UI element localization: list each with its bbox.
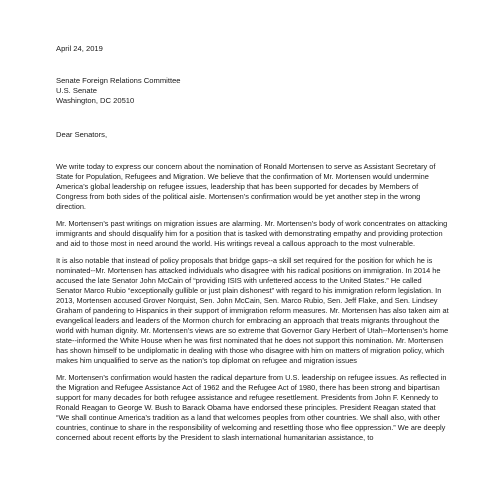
letter-date: April 24, 2019 [56, 44, 103, 53]
salutation: Dear Senators, [56, 130, 108, 139]
body-paragraph: Mr. Mortensen’s past writings on migration issues are alarming. Mr. Mortensen’s body of work concentrates on attacking immigrants and should disqualify him for a position that is tasked with demonstrating empathy and providing protection and aid to those most in need around the world. His writings reveal a callous approach to the most vulnerable. [56, 219, 448, 248]
recipient-address [56, 76, 449, 106]
body-paragraph: We write today to express our concern about the nomination of Ronald Mortensen to serve as Assistant Secretary of State for Population, Refugees and Migration. We believe that the confirmation of Mr. Mortensen would undermine America’s global leadership on refugee issues, leadership that has been supported for decades by Members of Congress from both sides of the political aisle. Mortensen’s confirmation would be yet another step in the wrong direction. [56, 162, 436, 211]
recipient-line: Senate Foreign Relations Committee [56, 76, 181, 85]
recipient-line: U.S. Senate [56, 86, 97, 95]
body-paragraph: Mr. Mortensen’s confirmation would hasten the radical departure from U.S. leadership on refugee issues. As reflected in the Migration and Refugee Assistance Act of 1962 and the Refugee Act of 1980, there has been strong and bipartisan support for many decades for both refugee assistance and refugee resettlement. Presidents from John F. Kennedy to Ronald Reagan to George W. Bush to Barack Obama have endorsed these principles. President Reagan stated that “We shall continue America’s tradition as a land that welcomes peoples from other countries. We shall also, with other countries, continue to share in the responsibility of welcoming and resettling those who flee oppression.” We are deeply concerned about recent efforts by the President to slash international humanitarian assistance, to [56, 373, 447, 442]
body-paragraph: It is also notable that instead of policy proposals that bridge gaps--a skill set required for the position for which he is nominated--Mr. Mortensen has attacked individuals who disagree with his radical positions on immigration. In 2014 he accused the late Senator John McCain of “providing ISIS with unfettered access to the United States.” He called Senator Marco Rubio “exceptionally gullible or just plain dishonest” with regard to his immigration reform legislation. In 2013, Mortensen accused Grover Norquist, Sen. John McCain, Sen. Marco Rubio, Sen. Jeff Flake, and Sen. Lindsey Graham of pandering to Hispanics in their support of immigration reform measures. Mr. Mortensen has also taken aim at evangelical leaders and leaders of the Mormon church for embracing an approach that treats migrants throughout the world with human dignity. Mr. Mortensen’s views are so extreme that Governor Gary Herbert of Utah--Mortensen’s home state--informed the White House when he was first nominated that he does not support this nomination. Mr. Mortensen has shown himself to be undiplomatic in dealing with those who disagree with him on matters of migration policy, which makes him unqualified to serve as the nation’s top diplomat on refugee and migration issues [56, 256, 449, 365]
recipient-line: Washington, DC 20510 [56, 96, 135, 105]
